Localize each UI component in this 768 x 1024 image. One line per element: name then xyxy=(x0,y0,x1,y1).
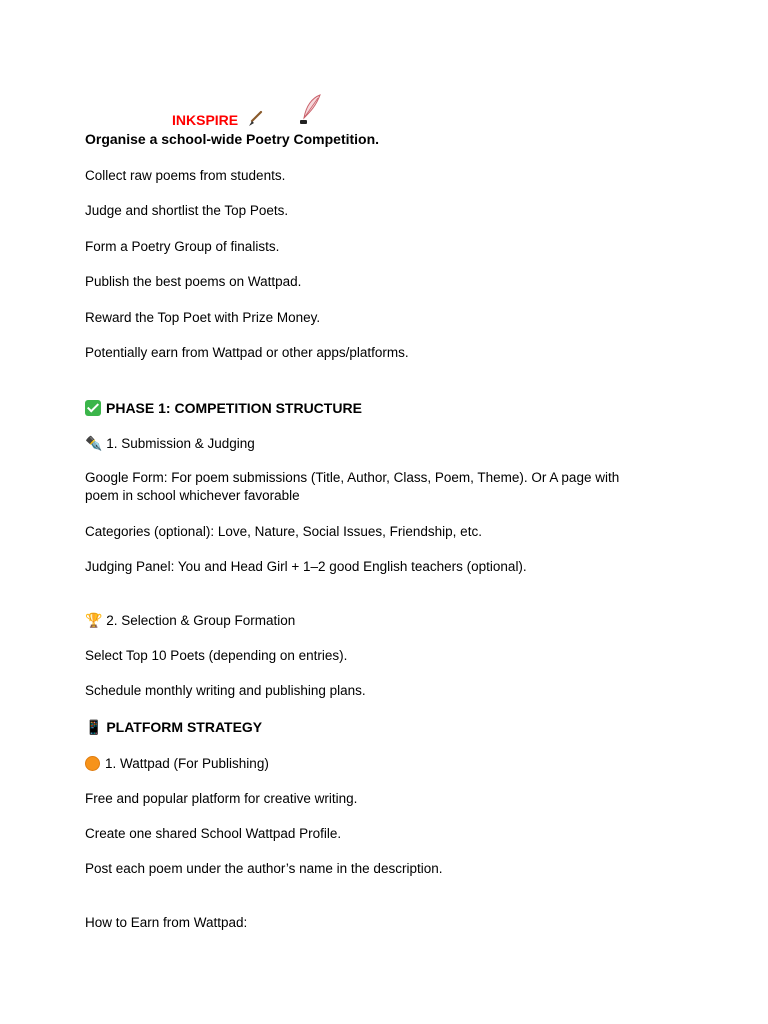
phase1-heading-text: PHASE 1: COMPETITION STRUCTURE xyxy=(106,400,362,416)
earn-heading: How to Earn from Wattpad: xyxy=(85,915,248,930)
orange-circle-icon xyxy=(85,756,100,771)
submission-item: Google Form: For poem submissions (Title, Author, Class, Poem, Theme). Or A page with poem in school whichever favorable xyxy=(85,470,620,503)
wattpad-heading xyxy=(85,755,269,773)
paintbrush-icon xyxy=(246,110,264,128)
platform-heading xyxy=(85,718,262,736)
brand-name: INKSPIRE xyxy=(172,112,239,128)
submission-heading-text: 1. Submission & Judging xyxy=(106,436,255,451)
platform-heading-text: PLATFORM STRATEGY xyxy=(106,719,263,735)
brand-line xyxy=(172,110,264,128)
wattpad-heading-text: 1. Wattpad (For Publishing) xyxy=(105,756,269,771)
intro-item: Potentially earn from Wattpad or other apps/platforms. xyxy=(85,345,409,360)
intro-item: Reward the Top Poet with Prize Money. xyxy=(85,310,321,325)
selection-item: Schedule monthly writing and publishing plans. xyxy=(85,683,366,698)
trophy-icon: 🏆 xyxy=(85,612,103,628)
selection-item: Select Top 10 Poets (depending on entries). xyxy=(85,648,348,663)
submission-item: Categories (optional): Love, Nature, Social Issues, Friendship, etc. xyxy=(85,524,482,539)
mobile-phone-icon: 📱 xyxy=(85,719,103,735)
intro-item: Judge and shortlist the Top Poets. xyxy=(85,203,289,218)
phase1-heading xyxy=(85,399,362,417)
wattpad-item: Post each poem under the author’s name in the description. xyxy=(85,861,443,876)
wattpad-item: Free and popular platform for creative writing. xyxy=(85,791,358,806)
check-mark-icon xyxy=(85,400,101,416)
quill-pen-icon xyxy=(298,94,324,126)
intro-item: Form a Poetry Group of finalists. xyxy=(85,239,280,254)
selection-heading-text: 2. Selection & Group Formation xyxy=(106,613,296,628)
fountain-pen-icon: ✒️ xyxy=(85,435,103,451)
wattpad-item: Create one shared School Wattpad Profile. xyxy=(85,826,342,841)
intro-item: Publish the best poems on Wattpad. xyxy=(85,274,302,289)
page-title: Organise a school-wide Poetry Competition. xyxy=(85,131,380,147)
selection-heading xyxy=(85,611,295,630)
intro-item: Collect raw poems from students. xyxy=(85,168,286,183)
submission-item: Judging Panel: You and Head Girl + 1–2 good English teachers (optional). xyxy=(85,559,527,574)
submission-heading xyxy=(85,434,255,453)
